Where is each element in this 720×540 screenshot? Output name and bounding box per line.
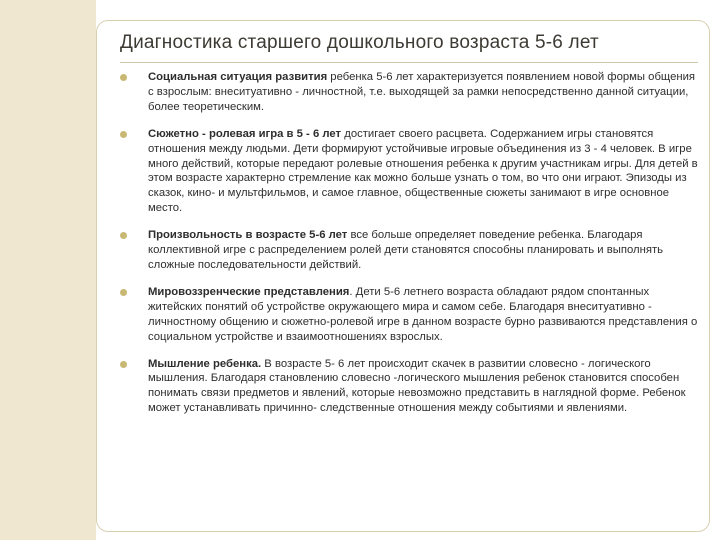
bullet-text: ребенка 5-6 лет характеризуется появлением новой формы общения с взрослым: внеситуативно - личностной, т.е. выходящей за рамки непосредственно данной ситуации, более теоретическим.	[148, 71, 696, 113]
bullet-list	[118, 70, 703, 428]
left-decorative-band	[0, 0, 96, 540]
bullet-dot-icon	[120, 131, 127, 138]
bullet-text: все больше определяет поведение ребенка. Благодаря коллективной игре с распределением ролей дети становятся способны планировать и выполнять сложные последовательности действий.	[148, 229, 664, 271]
bullet-text: . Дети 5-6 летнего возраста обладают рядом спонтанных житейских понятий об устройстве окружающего мира и самом себе. Благодаря внеситуативно - личностному общению и сюжетно-ролевой игре в данном возрасте бурно развиваются представления о социальном устройстве и взаимоотношениях взрослых.	[148, 285, 698, 343]
bullet-text: достигает своего расцвета. Содержанием игры становятся отношения между людьми. Дети формируют устойчивые игровые объединения из 3 - 4 человек. В игре много действий, которые передают ролевые отношения ребенка к другим участникам игры. Для детей в этом возрасте характерно стремление как можно больше узнать о том, во что они играют. Эпизоды из сказок, кино- и мультфильмов, и самое главное, общественные сюжеты занимают в игре основное место.	[148, 127, 698, 215]
bullet-term: Сюжетно - ролевая игра в 5 - 6 лет	[148, 127, 342, 140]
bullet-text: В возрасте 5- 6 лет происходит скачек в развитии словесно - логического мышления. Благодаря становлению словесно -логического мышления ребенок становится способен понимать связи предметов и явлений, которые невозможно представить в наглядной форме. Ребенок может устанавливать причинно- следственные отношения между событиями и явлениями.	[148, 357, 686, 415]
bullet-term: Мышление ребенка.	[148, 357, 262, 370]
bullet-dot-icon	[120, 74, 127, 81]
title-divider	[120, 62, 698, 63]
bullet-item-voluntariness	[118, 228, 703, 273]
bullet-term: Произвольность в возрасте 5-6 лет	[148, 229, 348, 242]
bullet-item-thinking	[118, 357, 703, 417]
bullet-term: Социальная ситуация развития	[148, 71, 328, 83]
bullet-item-worldview	[118, 285, 703, 345]
slide-title: Диагностика старшего дошкольного возраста 5-6 лет	[120, 32, 599, 53]
bullet-dot-icon	[120, 361, 127, 368]
bullet-dot-icon	[120, 289, 127, 296]
bullet-dot-icon	[120, 232, 127, 239]
bullet-item-social-situation	[118, 70, 703, 115]
bullet-term: Мировоззренческие представления	[148, 285, 350, 298]
bullet-item-role-play	[118, 127, 703, 216]
